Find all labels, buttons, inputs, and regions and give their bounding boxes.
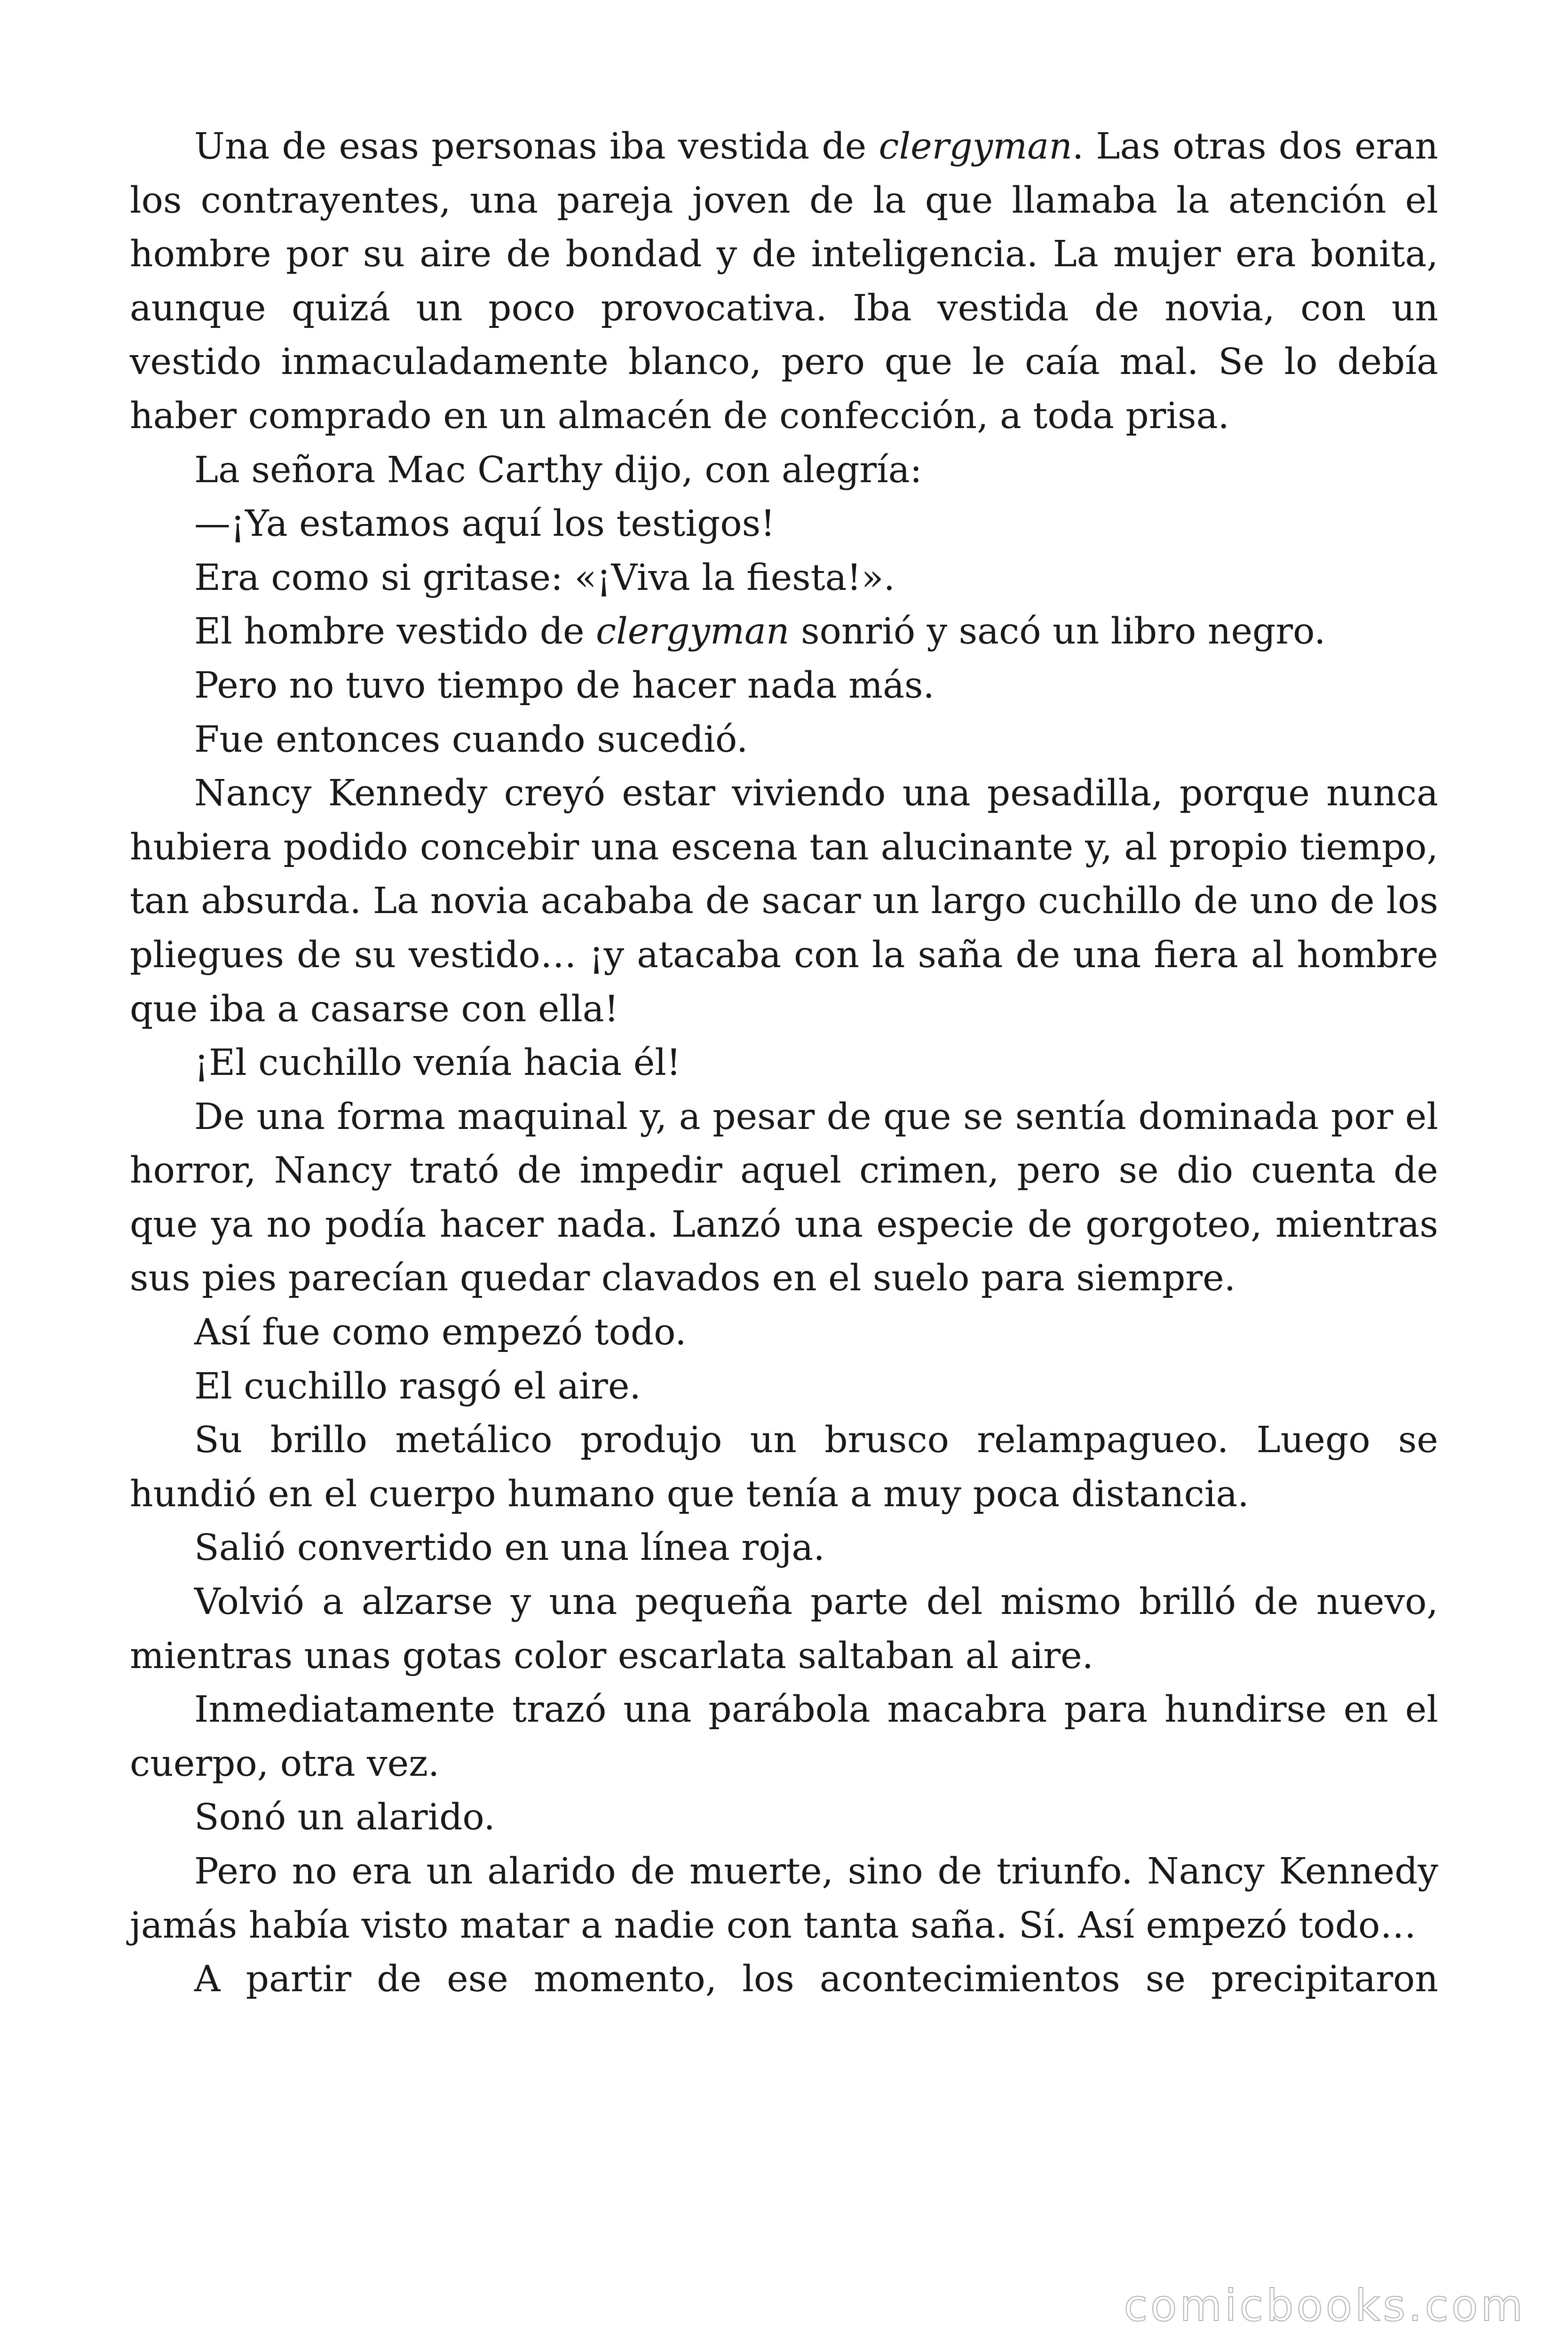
text-run: Una de esas personas iba vestida de	[194, 126, 879, 167]
text-run: Así fue como empezó todo.	[194, 1311, 687, 1354]
italic-text: clergyman	[879, 126, 1072, 167]
paragraph	[130, 1360, 1438, 1414]
page-text-block	[130, 120, 1438, 2007]
text-run: Inmediatamente trazó una parábola macabra para hundirse en el cuerpo, otra vez.	[130, 1689, 1438, 1785]
paragraph	[130, 120, 1438, 444]
paragraph	[130, 1306, 1438, 1360]
paragraph	[130, 1414, 1438, 1521]
text-run: El hombre vestido de	[194, 611, 596, 653]
text-run: A partir de ese momento, los acontecimientos se precipitaron	[194, 1958, 1438, 2001]
text-run: ¡El cuchillo venía hacia él!	[194, 1042, 681, 1084]
text-run: El cuchillo rasgó el aire.	[194, 1365, 641, 1407]
paragraph	[130, 659, 1438, 713]
text-run: Nancy Kennedy creyó estar viviendo una pesadilla, porque nunca hubiera podido concebir una escena tan alucinante y, al propio tiempo, tan absurda. La novia acababa de sacar un largo cuchillo de uno de los pliegues de su vestido… ¡y atacaba con la saña de una fiera al hombre que iba a casarse con ella!	[130, 772, 1438, 1030]
text-run: Pero no tuvo tiempo de hacer nada más.	[194, 664, 935, 707]
text-run: Sonó un alarido.	[194, 1796, 495, 1839]
text-run: . Las otras dos eran los contrayentes, una pareja joven de la que llamaba la atención el hombre por su aire de bondad y de inteligencia. La mujer era bonita, aunque quizá un poco provocativa. Iba vestida de novia, con un vestido inmaculadamente blanco, pero que le caía mal. Se lo debía haber comprado en un almacén de confección, a toda prisa.	[130, 126, 1438, 437]
text-run: —¡Ya estamos aquí los testigos!	[194, 503, 776, 545]
paragraph	[130, 1090, 1438, 1306]
text-run: La señora Mac Carthy dijo, con alegría:	[194, 449, 922, 491]
paragraph	[130, 1575, 1438, 1683]
watermark: comicbooks.com	[1124, 2280, 1526, 2331]
paragraph	[130, 767, 1438, 1036]
paragraph	[130, 1521, 1438, 1575]
paragraph	[130, 551, 1438, 605]
paragraph	[130, 605, 1438, 659]
paragraph	[130, 1683, 1438, 1791]
text-run: Fue entonces cuando sucedió.	[194, 718, 748, 761]
text-run: Pero no era un alarido de muerte, sino de triunfo. Nancy Kennedy jamás había visto matar a nadie con tanta saña. Sí. Así empezó todo…	[130, 1851, 1438, 1947]
text-run: sonrió y sacó un libro negro.	[789, 611, 1326, 653]
paragraph	[130, 497, 1438, 551]
paragraph	[130, 1953, 1438, 2007]
text-run: De una forma maquinal y, a pesar de que se sentía dominada por el horror, Nancy trató de impedir aquel crimen, pero se dio cuenta de que ya no podía hacer nada. Lanzó una especie de gorgoteo, mientras sus pies parecían quedar clavados en el suelo para siempre.	[130, 1096, 1438, 1300]
text-run: Volvió a alzarse y una pequeña parte del mismo brilló de nuevo, mientras unas gotas color escarlata saltaban al aire.	[130, 1581, 1438, 1677]
text-run: Su brillo metálico produjo un brusco relampagueo. Luego se hundió en el cuerpo humano que tenía a muy poca distancia.	[130, 1419, 1438, 1515]
paragraph	[130, 713, 1438, 767]
text-run: Era como si gritase: «¡Viva la fiesta!».	[194, 556, 895, 599]
paragraph	[130, 444, 1438, 498]
paragraph	[130, 1845, 1438, 1953]
paragraph	[130, 1791, 1438, 1845]
italic-text: clergyman	[596, 611, 790, 653]
text-run: Salió convertido en una línea roja.	[194, 1527, 825, 1569]
paragraph	[130, 1036, 1438, 1090]
